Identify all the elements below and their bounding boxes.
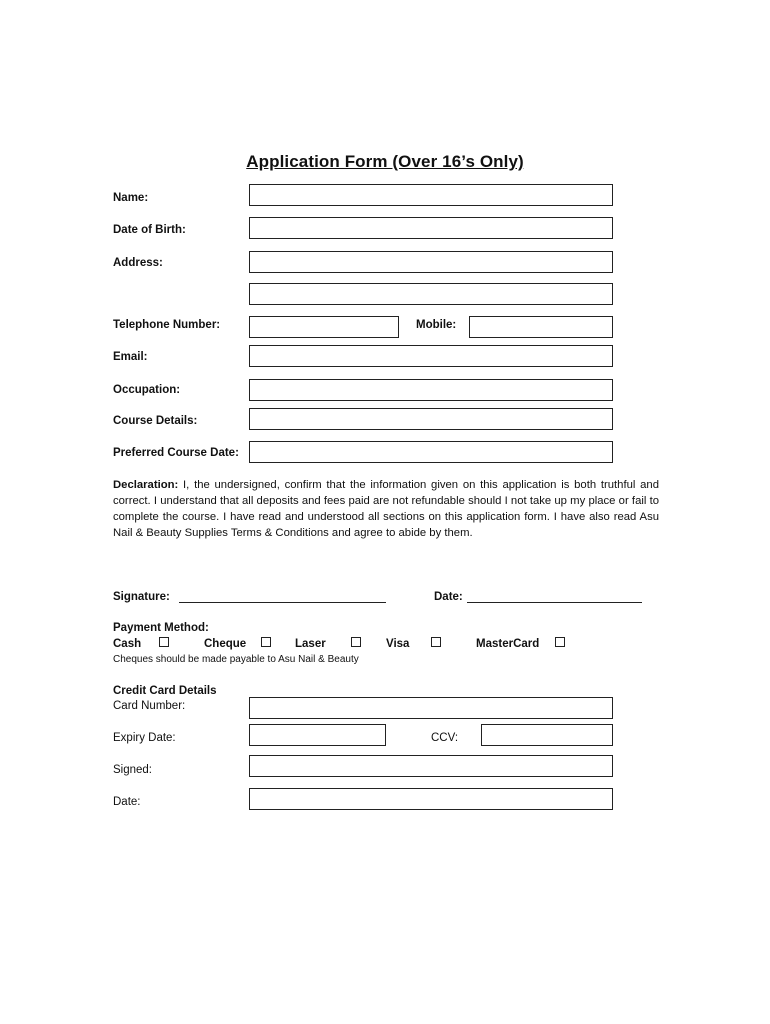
- expiry-date-label: Expiry Date:: [113, 732, 176, 744]
- signed-field[interactable]: [249, 755, 613, 777]
- email-field[interactable]: [249, 345, 613, 367]
- address-field-line-1[interactable]: [249, 251, 613, 273]
- mastercard-checkbox[interactable]: [555, 637, 565, 647]
- name-field[interactable]: [249, 184, 613, 206]
- payment-option-cheque-label: Cheque: [204, 638, 247, 650]
- cheque-payable-note: Cheques should be made payable to Asu Nail & Beauty: [113, 654, 359, 665]
- mobile-field[interactable]: [469, 316, 613, 338]
- visa-checkbox[interactable]: [431, 637, 441, 647]
- form-title: Application Form (Over 16’s Only): [246, 152, 524, 171]
- cash-checkbox[interactable]: [159, 637, 169, 647]
- dob-field[interactable]: [249, 217, 613, 239]
- signature-line[interactable]: [179, 590, 386, 603]
- email-label: Email:: [113, 351, 148, 363]
- declaration-paragraph: [113, 477, 659, 541]
- ccv-field[interactable]: [481, 724, 613, 746]
- preferred-date-label: Preferred Course Date:: [113, 447, 239, 459]
- credit-card-heading: Credit Card Details: [113, 685, 217, 697]
- signed-label: Signed:: [113, 764, 153, 776]
- signature-date-line[interactable]: [467, 590, 642, 603]
- occupation-field[interactable]: [249, 379, 613, 401]
- payment-method-heading: Payment Method:: [113, 622, 209, 634]
- telephone-field[interactable]: [249, 316, 399, 338]
- course-details-label: Course Details:: [113, 415, 198, 427]
- cheque-checkbox[interactable]: [261, 637, 271, 647]
- payment-option-cash-label: Cash: [113, 638, 142, 650]
- address-label: Address:: [113, 257, 163, 269]
- payment-option-laser-label: Laser: [295, 638, 326, 650]
- declaration-text: I, the undersigned, confirm that the information given on this application is both truthful and correct. I understand that all deposits and fees paid are not refundable should I not take up my place or fail to complete the course. I have read and understood all sections on this application form. I have also read Asu Nail & Beauty Supplies Terms & Conditions and agree to abide by them.: [113, 479, 659, 539]
- card-number-label: Card Number:: [113, 700, 186, 712]
- payment-option-visa-label: Visa: [386, 638, 410, 650]
- ccv-label: CCV:: [431, 732, 459, 744]
- signature-label: Signature:: [113, 591, 170, 603]
- payment-option-mastercard-label: MasterCard: [476, 638, 540, 650]
- card-date-label: Date:: [113, 796, 141, 808]
- name-label: Name:: [113, 192, 149, 204]
- mobile-label: Mobile:: [416, 319, 457, 331]
- occupation-label: Occupation:: [113, 384, 181, 396]
- expiry-date-field[interactable]: [249, 724, 386, 746]
- course-details-field[interactable]: [249, 408, 613, 430]
- declaration-label: Declaration:: [113, 479, 179, 491]
- card-date-field[interactable]: [249, 788, 613, 810]
- card-number-field[interactable]: [249, 697, 613, 719]
- signature-date-label: Date:: [434, 591, 463, 603]
- address-field-line-2[interactable]: [249, 283, 613, 305]
- preferred-date-field[interactable]: [249, 441, 613, 463]
- dob-label: Date of Birth:: [113, 224, 186, 236]
- telephone-label: Telephone Number:: [113, 319, 221, 331]
- laser-checkbox[interactable]: [351, 637, 361, 647]
